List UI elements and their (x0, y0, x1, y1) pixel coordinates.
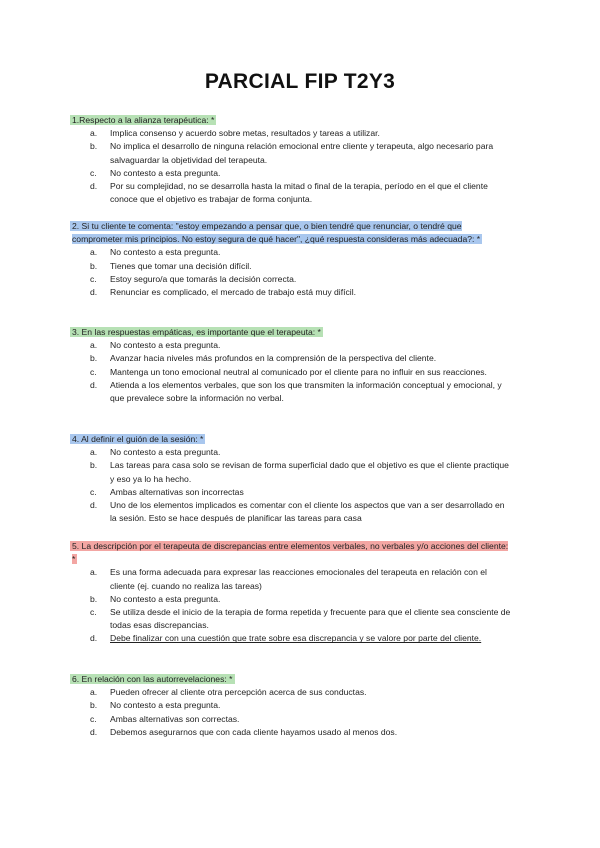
question-5 (72, 540, 512, 646)
option-text: No contesto a esta pregunta. (110, 447, 221, 458)
option-text: No contesto a esta pregunta. (110, 167, 221, 178)
option (90, 726, 512, 739)
option-marker: a. (90, 447, 98, 458)
option (90, 459, 512, 485)
option-marker: d. (90, 181, 98, 192)
option-marker: a. (90, 340, 98, 351)
option (90, 499, 512, 525)
option (90, 686, 512, 699)
option-marker: d. (90, 633, 98, 644)
option-marker: d. (90, 726, 98, 737)
options-list (72, 446, 512, 525)
option (90, 180, 512, 206)
option-text: Estoy seguro/a que tomarás la decisión correcta. (110, 273, 297, 284)
option-marker: d. (90, 379, 98, 390)
option-marker: b. (90, 593, 98, 604)
option (90, 260, 512, 273)
option-marker: d. (90, 287, 98, 298)
option-text: No implica el desarrollo de ninguna relación emocional entre cliente y terapeuta, algo necesario para salvaguardar la objetividad del terapeuta. (110, 141, 494, 165)
question-title: 2. Si tu cliente te comenta: "estoy empezando a pensar que, o bien tendré que renunciar, o tendré que comprometer mis principios. No estoy segura de qué hacer", ¿qué respuesta consideras más adecuada?: * (72, 221, 481, 245)
option-text: Pueden ofrecer al cliente otra percepción acerca de sus conductas. (110, 687, 367, 698)
options-list (72, 339, 512, 405)
question-2 (72, 220, 512, 299)
question-1 (72, 114, 512, 206)
option-text: Tienes que tomar una decisión difícil. (110, 260, 252, 271)
option-marker: a. (90, 687, 98, 698)
option-marker: c. (90, 366, 97, 377)
option (90, 286, 512, 299)
question-title: 6. En relación con las autorrevelaciones: * (72, 674, 233, 684)
option (90, 273, 512, 286)
option-marker: c. (90, 713, 97, 724)
option (90, 699, 512, 712)
option-marker: d. (90, 500, 98, 511)
options-list (72, 246, 512, 299)
option-text: Se utiliza desde el inicio de la terapia de forma repetida y frecuente para que el cliente sea consciente de todas esas discrepancias. (110, 607, 511, 631)
question-3 (72, 326, 512, 405)
option-text: Por su complejidad, no se desarrolla hasta la mitad o final de la terapia, período en el que el cliente conoce que el objetivo es trabajar de forma conjunta. (110, 181, 488, 205)
option-text: Debe finalizar con una cuestión que trate sobre esa discrepancia y se valore por parte del cliente. (110, 633, 482, 644)
option (90, 379, 512, 405)
page-title: PARCIAL FIP T2Y3 (204, 70, 396, 93)
options-list (72, 127, 512, 206)
option-text: No contesto a esta pregunta. (110, 340, 221, 351)
option-marker: b. (90, 141, 98, 152)
option (90, 593, 512, 606)
option-text: Avanzar hacia niveles más profundos en la comprensión de la perspectiva del cliente. (110, 353, 437, 364)
option (90, 167, 512, 180)
question-title: 3. En las respuestas empáticas, es importante que el terapeuta: * (72, 327, 321, 337)
option-marker: a. (90, 128, 98, 139)
option-text: Implica consenso y acuerdo sobre metas, resultados y tareas a utilizar. (110, 128, 380, 139)
option (90, 246, 512, 259)
option (90, 339, 512, 352)
question-6 (72, 673, 512, 739)
option-text: No contesto a esta pregunta. (110, 700, 221, 711)
option-marker: c. (90, 273, 97, 284)
option-marker: c. (90, 607, 97, 618)
option (90, 366, 512, 379)
option-text: Atienda a los elementos verbales, que son los que transmiten la información conceptual y emocional, y que prevalece sobre la información no verbal. (110, 379, 502, 404)
question-title: 5. La descripción por el terapeuta de discrepancias entre elementos verbales, no verbales y/o acciones del cliente: * (72, 541, 509, 565)
option-marker: b. (90, 260, 98, 271)
option-marker: a. (90, 567, 98, 578)
option (90, 713, 512, 726)
question-4 (72, 433, 512, 525)
option-marker: b. (90, 353, 98, 364)
option-text: Uno de los elementos implicados es comentar con el cliente los aspectos que van a ser desarrollado en la sesión. Esto se hace después de planificar las tareas para casa (110, 500, 505, 524)
option (90, 446, 512, 459)
option-text: No contesto a esta pregunta. (110, 247, 221, 258)
option (90, 486, 512, 499)
option-text: Mantenga un tono emocional neutral al comunicado por el cliente para no influir en sus reacciones. (110, 366, 487, 377)
options-list (72, 566, 512, 645)
question-title: 4. Al definir el guión de la sesión: * (72, 434, 204, 444)
question-title: 1.Respecto a la alianza terapéutica: * (72, 115, 215, 125)
option (90, 566, 512, 592)
option-marker: b. (90, 700, 98, 711)
option-text: Renunciar es complicado, el mercado de trabajo está muy difícil. (110, 287, 356, 298)
option-marker: c. (90, 167, 97, 178)
option-text: Debemos asegurarnos que con cada cliente hayamos usado al menos dos. (110, 726, 398, 737)
option (90, 140, 512, 166)
option-text: Ambas alternativas son correctas. (110, 713, 240, 724)
option-correct (90, 632, 512, 645)
option-marker: c. (90, 486, 97, 497)
options-list (72, 686, 512, 739)
option (90, 606, 512, 632)
option-text: Las tareas para casa solo se revisan de forma superficial dado que el objetivo es que el cliente practique y eso ya lo ha hecho. (110, 460, 509, 484)
option-marker: b. (90, 460, 98, 471)
option-text: Ambas alternativas son incorrectas (110, 486, 244, 497)
option-text: Es una forma adecuada para expresar las reacciones emocionales del terapeuta en relación con el cliente (ej. cuando no realiza las tareas) (110, 567, 487, 591)
option-text: No contesto a esta pregunta. (110, 593, 221, 604)
option (90, 127, 512, 140)
option (90, 352, 512, 365)
option-marker: a. (90, 247, 98, 258)
